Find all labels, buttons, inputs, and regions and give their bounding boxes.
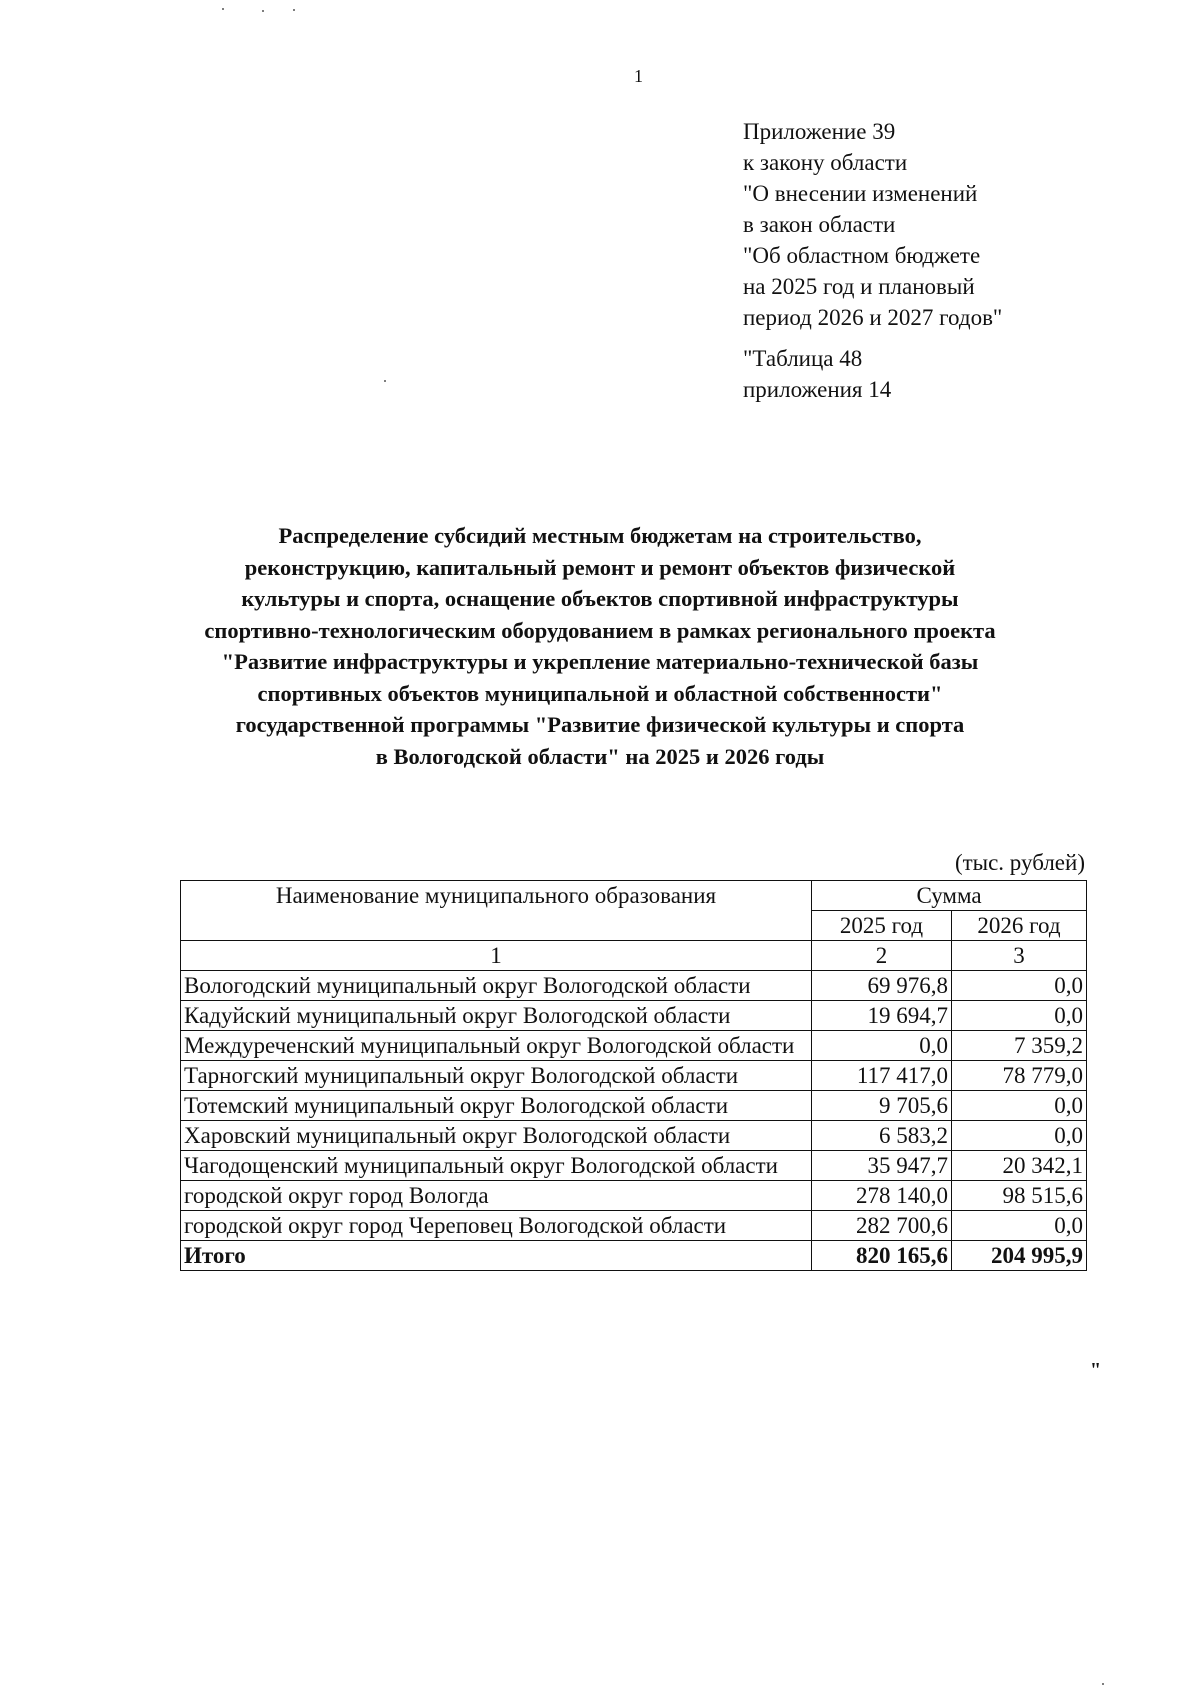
table-row bbox=[181, 1061, 1087, 1091]
page-number: 1 bbox=[634, 66, 643, 86]
row-name: Вологодский муниципальный округ Вологодской области bbox=[181, 971, 812, 1001]
row-name: Тарногский муниципальный округ Вологодской области bbox=[181, 1061, 812, 1091]
total-2025: 820 165,6 bbox=[812, 1241, 952, 1271]
title-line: реконструкцию, капитальный ремонт и ремонт объектов физической bbox=[244, 554, 956, 580]
row-2025: 117 417,0 bbox=[812, 1061, 952, 1091]
title-line: культуры и спорта, оснащение объектов спортивной инфраструктуры bbox=[241, 586, 959, 611]
column-number: 1 bbox=[181, 941, 812, 971]
row-2026: 78 779,0 bbox=[952, 1061, 1087, 1091]
row-2026: 0,0 bbox=[952, 1001, 1087, 1031]
table-row bbox=[181, 1181, 1087, 1211]
row-2026: 20 342,1 bbox=[952, 1151, 1087, 1181]
row-2025: 19 694,7 bbox=[812, 1001, 952, 1031]
row-name: Тотемский муниципальный округ Вологодской области bbox=[181, 1091, 812, 1121]
total-2026: 204 995,9 bbox=[952, 1241, 1087, 1271]
table-row bbox=[181, 971, 1087, 1001]
row-2025: 278 140,0 bbox=[812, 1181, 952, 1211]
row-name: Междуреченский муниципальный округ Вологодской области bbox=[181, 1031, 812, 1061]
table-ref-line: приложения 14 bbox=[743, 377, 892, 402]
appendix-line: "О внесении изменений bbox=[743, 181, 978, 206]
header-year-2026: 2026 год bbox=[952, 911, 1087, 941]
title-line: государственной программы "Развитие физической культуры и спорта bbox=[235, 712, 965, 737]
scan-speck bbox=[384, 380, 386, 382]
table-row bbox=[181, 1211, 1087, 1241]
scan-speck bbox=[262, 10, 264, 12]
column-number: 2 bbox=[812, 941, 952, 971]
header-row bbox=[181, 881, 1087, 911]
closing-quote: " bbox=[1090, 1359, 1102, 1381]
row-2025: 6 583,2 bbox=[812, 1121, 952, 1151]
scan-speck bbox=[222, 8, 224, 10]
scan-speck bbox=[293, 9, 295, 11]
row-name: Чагодощенский муниципальный округ Вологодской области bbox=[181, 1151, 812, 1181]
header-name: Наименование муниципального образования bbox=[181, 881, 812, 941]
appendix-line: Приложение 39 bbox=[743, 119, 896, 144]
title-line: в Вологодской области" на 2025 и 2026 годы bbox=[375, 743, 825, 769]
row-name: Кадуйский муниципальный округ Вологодской области bbox=[181, 1001, 812, 1031]
total-label: Итого bbox=[181, 1241, 812, 1271]
scan-speck bbox=[1102, 1683, 1104, 1685]
table-row bbox=[181, 1151, 1087, 1181]
row-2026: 0,0 bbox=[952, 1211, 1087, 1241]
table-row bbox=[181, 1091, 1087, 1121]
header-sum: Сумма bbox=[812, 881, 1087, 911]
row-2025: 69 976,8 bbox=[812, 971, 952, 1001]
title-line: спортивно-технологическим оборудованием в рамках регионального проекта bbox=[204, 617, 996, 643]
appendix-header bbox=[743, 116, 1002, 405]
row-2025: 282 700,6 bbox=[812, 1211, 952, 1241]
row-2025: 9 705,6 bbox=[812, 1091, 952, 1121]
total-row bbox=[181, 1241, 1087, 1271]
appendix-line: "Об областном бюджете bbox=[743, 243, 981, 268]
table-row bbox=[181, 1001, 1087, 1031]
document-title bbox=[160, 520, 1040, 772]
row-2026: 7 359,2 bbox=[952, 1031, 1087, 1061]
table-ref-line: "Таблица 48 bbox=[743, 346, 863, 371]
appendix-line: период 2026 и 2027 годов" bbox=[743, 305, 1003, 330]
units-label: (тыс. рублей) bbox=[954, 850, 1085, 875]
row-name: городской округ город Вологда bbox=[181, 1181, 812, 1211]
title-line: спортивных объектов муниципальной и областной собственности" bbox=[257, 680, 943, 706]
subsidy-table bbox=[180, 880, 1087, 1271]
row-2025: 0,0 bbox=[812, 1031, 952, 1061]
table-row bbox=[181, 1031, 1087, 1061]
title-line: "Развитие инфраструктуры и укрепление материально-технической базы bbox=[221, 649, 979, 674]
header-year-2025: 2025 год bbox=[812, 911, 952, 941]
row-2026: 0,0 bbox=[952, 971, 1087, 1001]
table-row bbox=[181, 1121, 1087, 1151]
appendix-line: на 2025 год и плановый bbox=[743, 274, 975, 299]
row-2026: 0,0 bbox=[952, 1091, 1087, 1121]
row-2026: 98 515,6 bbox=[952, 1181, 1087, 1211]
row-2025: 35 947,7 bbox=[812, 1151, 952, 1181]
row-2026: 0,0 bbox=[952, 1121, 1087, 1151]
row-name: Харовский муниципальный округ Вологодской области bbox=[181, 1121, 812, 1151]
row-name: городской округ город Череповец Вологодской области bbox=[181, 1211, 812, 1241]
appendix-line: к закону области bbox=[743, 150, 908, 175]
appendix-line: в закон области bbox=[743, 212, 896, 237]
title-line: Распределение субсидий местным бюджетам на строительство, bbox=[278, 523, 922, 548]
column-numbers-row bbox=[181, 941, 1087, 971]
column-number: 3 bbox=[952, 941, 1087, 971]
